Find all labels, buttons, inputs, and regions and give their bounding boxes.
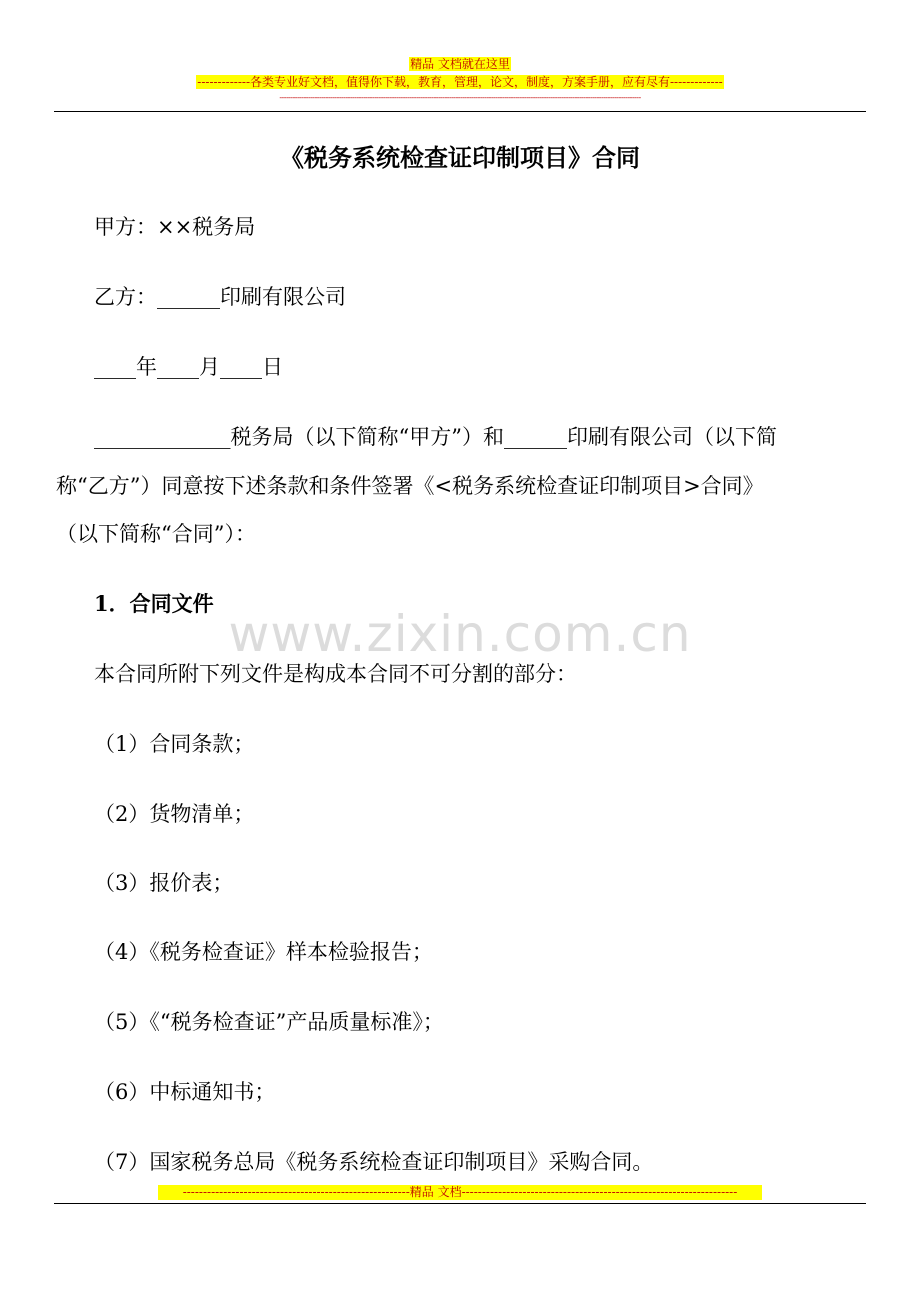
footer-rule: [54, 1203, 866, 1204]
document-title: 《税务系统检查证印制项目》合同: [280, 143, 640, 172]
footer-line: --------------------------------------------------------精品 文档--------------------------------------------------------------------: [158, 1185, 762, 1200]
header-tagline: 精品 文档就在这里: [410, 57, 510, 71]
list-item: （2）货物清单；: [94, 802, 255, 826]
signing-date: ____年____月____日: [94, 355, 283, 379]
watermark: www.zixin.com.cn: [228, 605, 692, 663]
header-line-2: [0, 75, 920, 90]
list-item: （3）报价表；: [94, 871, 234, 895]
list-item: （7）国家税务总局《税务系统检查证印制项目》采购合同。: [94, 1150, 654, 1174]
list-item: （6）中标通知书；: [94, 1080, 276, 1104]
party-b: 乙方：______印刷有限公司: [94, 285, 346, 309]
list-item: （5）《“税务检查证”产品质量标准》；: [94, 1010, 444, 1034]
header-dash-line: --------------------------------------------------------------------------------------------------------------------------------------------------------------------: [279, 93, 641, 102]
header-rule: [54, 111, 866, 112]
intro-paragraph-line-1: _____________税务局（以下简称“甲方”）和______印刷有限公司（以下简: [94, 425, 777, 449]
list-item: （1）合同条款；: [94, 732, 255, 756]
section-heading: 1．合同文件: [94, 591, 214, 616]
list-item: （4）《税务检查证》样本检验报告；: [94, 940, 433, 964]
header-slogan: -------------各类专业好文档，值得你下载，教育，管理，论文，制度，方案手册，应有尽有-------------: [197, 75, 723, 89]
section-text: 本合同所附下列文件是构成本合同不可分割的部分：: [94, 662, 577, 686]
header-line-1: [0, 57, 920, 72]
intro-paragraph-line-2: 称“乙方”）同意按下述条款和条件签署《<税务系统检查证印制项目>合同》: [56, 474, 764, 498]
intro-paragraph-line-3: （以下简称“合同”）：: [56, 522, 256, 546]
party-a: 甲方：××税务局: [94, 215, 256, 239]
